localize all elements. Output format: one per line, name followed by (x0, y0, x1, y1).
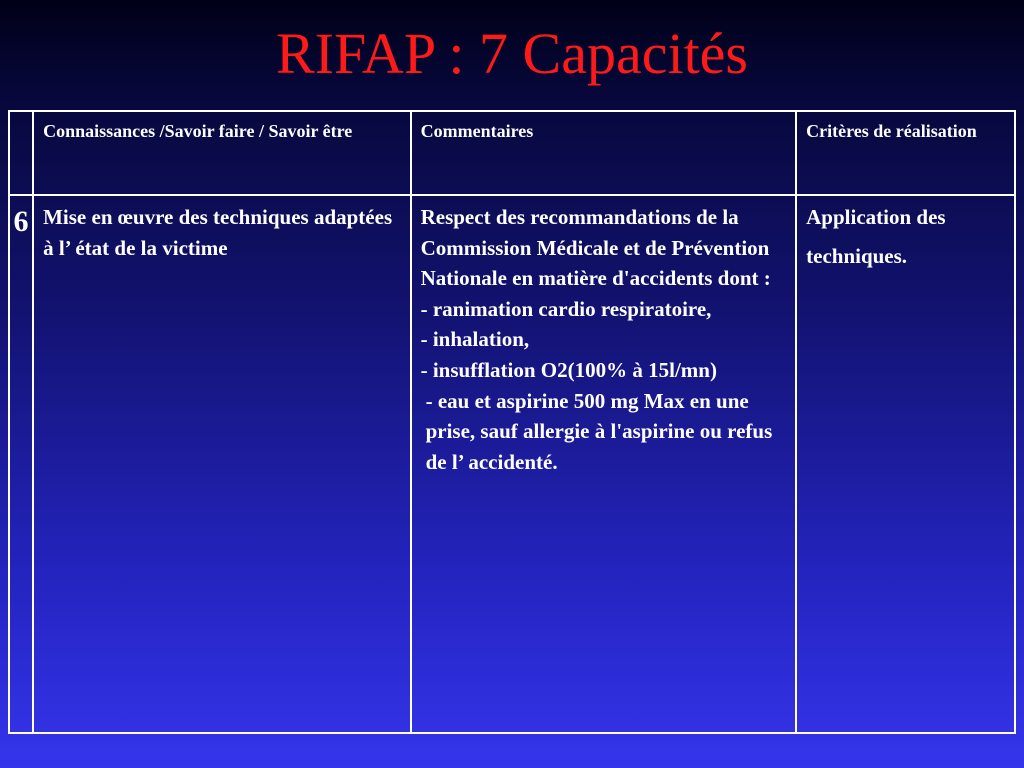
header-knowledge: Connaissances /Savoir faire / Savoir être (43, 121, 353, 141)
slide-title: RIFAP : 7 Capacités (275, 21, 748, 86)
header-number (10, 112, 32, 118)
comments-cell (411, 195, 797, 733)
header-knowledge-cell (33, 111, 411, 195)
comments-item: - ranimation cardio respiratoire, (420, 296, 712, 321)
table-row (9, 195, 1015, 733)
header-criteria-cell (796, 111, 1015, 195)
criteria-text: Application des techniques. (806, 205, 946, 268)
comments-item: - inhalation, (420, 327, 530, 352)
row-number: 6 (9, 195, 33, 733)
capacity-text: Mise en œuvre des techniques adaptées à l’ état de la victime (43, 205, 393, 260)
comments-intro: Respect des recommandations de la Commission Médicale et de Prévention Nationale en matière d'accidents dont : (420, 205, 771, 291)
header-criteria: Critères de réalisation (806, 121, 977, 141)
header-number-cell (9, 111, 33, 195)
capacities-table (8, 110, 1016, 734)
comments-item: - insufflation O2(100% à 15l/mn) (420, 357, 717, 382)
capacity-cell (33, 195, 411, 733)
criteria-cell (796, 195, 1015, 733)
header-comments-cell (411, 111, 797, 195)
comments-text (412, 196, 796, 477)
comments-item: - eau et aspirine 500 mg Max en une prise, sauf allergie à l'aspirine ou refus de l’ accidenté. (425, 388, 773, 474)
table-header-row (9, 111, 1015, 195)
header-comments: Commentaires (420, 121, 534, 141)
